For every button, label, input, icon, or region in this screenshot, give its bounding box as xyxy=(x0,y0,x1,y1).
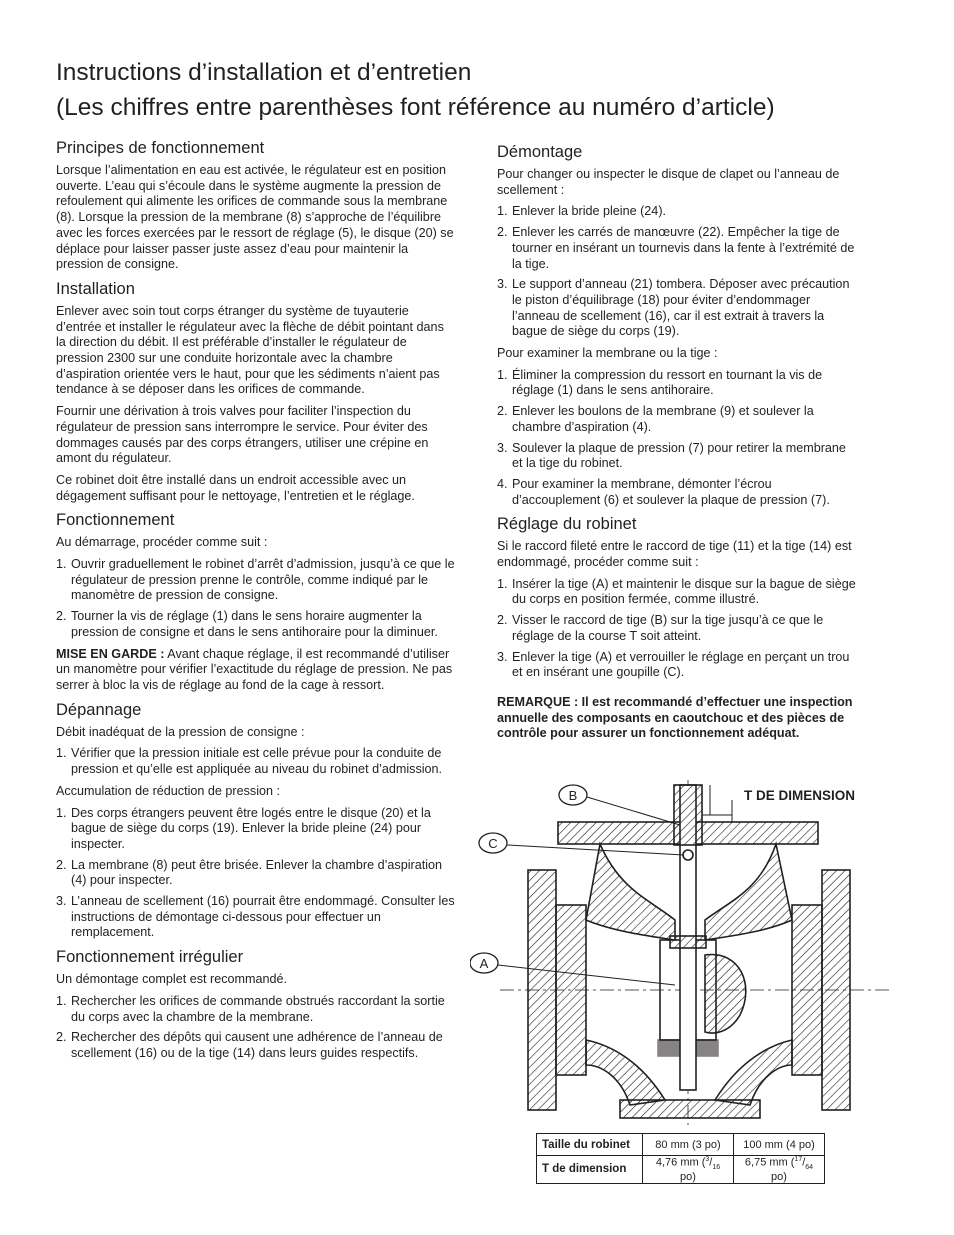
table-cell: 80 mm (3 po) xyxy=(643,1134,734,1156)
fonctionnement-list xyxy=(56,557,456,641)
depannage-list-1 xyxy=(56,746,456,777)
section-demontage xyxy=(497,142,859,508)
heading-reglage: Réglage du robinet xyxy=(497,515,637,534)
installation-paragraph: Ce robinet doit être installé dans un endroit accessible avec un dégagement suffisant pour le nettoyage, l’entretien et le réglage. xyxy=(56,472,415,503)
reglage-list xyxy=(497,577,859,681)
heading-fonctionnement: Fonctionnement xyxy=(56,511,175,530)
list-item: 3. L’anneau de scellement (16) pourrait être endommagé. Consulter les instructions de démontage ci-dessous pour effectuer un remplacement. xyxy=(56,894,455,940)
list-item: 2. Visser le raccord de tige (B) sur la tige jusqu’à ce que le réglage de la course T soit atteint. xyxy=(497,613,824,643)
list-item: 2. Rechercher des dépôts qui causent une adhérence de l’anneau de scellement (16) ou de la tige (14) dans leurs guides respectifs. xyxy=(56,1030,443,1060)
list-item: 2. Tourner la vis de réglage (1) dans le sens horaire augmenter la pression de consigne et dans le sens antihoraire pour la diminuer. xyxy=(56,609,438,639)
section-fonctionnement xyxy=(56,510,456,693)
list-item: 3. Enlever la tige (A) et verrouiller le réglage en perçant un trou et en insérant une goupille (C). xyxy=(497,649,850,680)
demontage-list-2 xyxy=(497,368,859,509)
heading-depannage: Dépannage xyxy=(56,700,142,719)
callout-b xyxy=(559,785,680,825)
table-row xyxy=(537,1134,825,1156)
warning-label: MISE EN GARDE : xyxy=(56,646,165,661)
right-column xyxy=(497,142,859,746)
text-principes: Lorsque l’alimentation en eau est activée, le régulateur est en position ouverte. L’eau qui s’écoule dans le système augmente la pression de refoulement qui alimente les orifices de commande sous la membrane (8). Lorsque la pression de la membrane (8) s’approche de l’équilibre avec les forces exercées par le ressort de réglage (5), le disque (20) se déplace pour laisser passer juste assez d’eau pour maintenir la pression de consigne. xyxy=(56,163,454,272)
dimension-table xyxy=(536,1133,825,1184)
list-item: 2. Enlever les carrés de manœuvre (22). Empêcher la tige de tourner en insérant un tournevis dans la fente à l’extrémité de la tige. xyxy=(497,225,855,271)
label-b: B xyxy=(568,788,578,803)
heading-principes: Principes de fonctionnement xyxy=(56,139,265,157)
list-item: 1. Rechercher les orifices de commande obstrués raccordant la sortie du corps avec la chambre de la membrane. xyxy=(56,993,445,1024)
title-line-2: (Les chiffres entre parenthèses font référence au numéro d’article) xyxy=(56,94,775,121)
list-item: 2. La membrane (8) peut être brisée. Enlever la chambre d’aspiration (4) pour inspecter. xyxy=(56,857,443,888)
demontage-list-1 xyxy=(497,204,859,340)
installation-paragraph: Enlever avec soin tout corps étranger du système de tuyauterie d’entrée et installer le régulateur avec la flèche de débit pointant dans la direction du débit. Il est préférable d’installer le régulateur de pression 2300 sur une conduite horizontale avec la chambre d’aspiration orientée vers le haut, pour que les sédiments n’aient pas tendance à se déposer dans les orifices de commande. xyxy=(56,303,444,397)
demontage-intro-1: Pour changer ou inspecter le disque de clapet ou l’anneau de scellement : xyxy=(497,167,840,197)
warning-paragraph xyxy=(56,647,456,694)
list-item: 1. Éliminer la compression du ressort en tournant la vis de réglage (1) dans le sens antihoraire. xyxy=(497,367,823,398)
heading-demontage: Démontage xyxy=(497,143,583,161)
section-installation xyxy=(56,279,456,504)
label-c: C xyxy=(488,836,498,851)
list-item: 3. Le support d’anneau (21) tombera. Déposer avec précaution le piston d’équilibrage (18) pour éviter d’endommager l’anneau de scellement (16), car il est extrait à travers la bague de siège du corps (19). xyxy=(497,277,850,339)
irregulier-intro: Un démontage complet est recommandé. xyxy=(56,972,288,987)
irregulier-list xyxy=(56,994,456,1062)
warning-text: Avant chaque réglage, il est recommandé d’utiliser un manomètre pour vérifier l’exactitude du réglage de pression. Ne pas serrer à bloc la vis de réglage au fond de la cage à ressort. xyxy=(56,646,453,692)
heading-installation: Installation xyxy=(56,279,135,298)
valve-body xyxy=(500,780,890,1125)
section-irregulier xyxy=(56,947,456,1062)
list-item: 1. Ouvrir graduellement le robinet d’arrêt d’admission, jusqu’à ce que le régulateur de pression prenne le contrôle, comme indiqué par le manomètre de pression de consigne. xyxy=(56,557,455,603)
depannage-list-2 xyxy=(56,806,456,942)
label-a: A xyxy=(479,956,489,971)
table-cell: 4,76 mm ($^3/_{16}$ po) xyxy=(643,1156,734,1184)
heading-irregulier: Fonctionnement irrégulier xyxy=(56,948,244,967)
section-principes xyxy=(56,138,456,273)
list-item: 1. Des corps étrangers peuvent être logés entre le disque (20) et la bague de siège du corps (19). Enlever la bride pleine (24) pour inspecter. xyxy=(56,805,431,851)
depannage-intro-1: Débit inadéquat de la pression de consigne : xyxy=(56,724,305,739)
installation-paragraph: Fournir une dérivation à trois valves pour faciliter l’inspection du régulateur de pression sans interrompre le service. Pour éviter des dommages causés par des corps étrangers, utiliser une crépine en amont du régulateur. xyxy=(56,404,429,466)
remarque-note: REMARQUE : Il est recommandé d’effectuer une inspection annuelle des composants en caoutchouc et des pièces de contrôle pour assurer un fonctionnement adéquat. xyxy=(497,694,853,741)
reglage-intro: Si le raccord fileté entre le raccord de tige (11) et la tige (14) est endommagé, procéder comme suit : xyxy=(497,539,852,570)
table-cell: 6,75 mm ($^{17}/_{64}$ po) xyxy=(734,1156,825,1184)
list-item: 4. Pour examiner la membrane, démonter l’écrou d’accouplement (6) et soulever la plaque de pression (7). xyxy=(497,476,830,507)
left-column xyxy=(56,138,456,1068)
section-reglage xyxy=(497,514,859,742)
valve-cross-section-diagram xyxy=(470,770,890,1130)
section-depannage xyxy=(56,700,456,941)
table-cell: 100 mm (4 po) xyxy=(734,1134,825,1156)
fonctionnement-intro: Au démarrage, procéder comme suit : xyxy=(56,535,268,550)
list-item: 1. Enlever la bride pleine (24). xyxy=(497,204,667,219)
t-dimension-label: T DE DIMENSION xyxy=(744,788,856,803)
list-item: 1. Insérer la tige (A) et maintenir le disque sur la bague de siège du corps en position fermée, comme illustré. xyxy=(497,576,856,607)
table-row xyxy=(537,1156,825,1184)
title-line-1: Instructions d’installation et d’entretien xyxy=(56,59,472,86)
table-header-cell: Taille du robinet xyxy=(537,1134,643,1156)
list-item: 2. Enlever les boulons de la membrane (9) et soulever la chambre d’aspiration (4). xyxy=(497,404,814,434)
demontage-intro-2: Pour examiner la membrane ou la tige : xyxy=(497,346,718,361)
list-item: 1. Vérifier que la pression initiale est celle prévue pour la conduite de pression et qu’elle est appliquée au niveau du robinet d’admission. xyxy=(56,746,443,777)
page-title xyxy=(56,55,775,125)
table-header-cell: T de dimension xyxy=(537,1156,643,1184)
list-item: 3. Soulever la plaque de pression (7) pour retirer la membrane et la tige du robinet. xyxy=(497,440,846,471)
depannage-intro-2: Accumulation de réduction de pression : xyxy=(56,783,281,798)
